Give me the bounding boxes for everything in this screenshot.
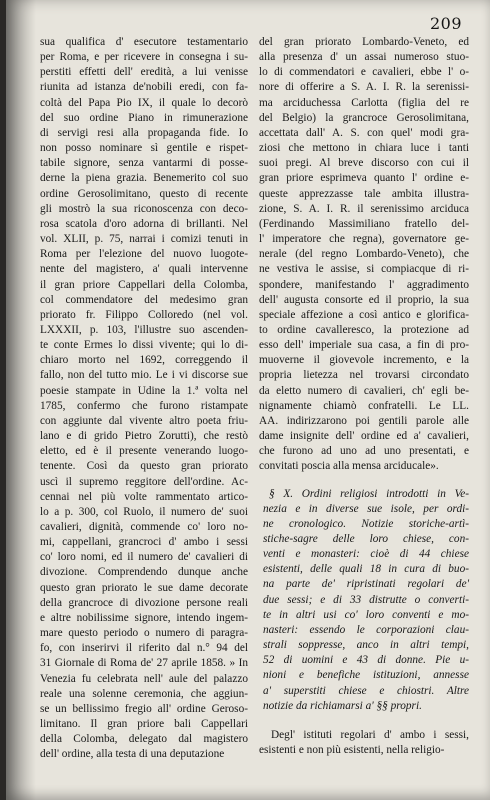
text-line: con aggiunte dal vivente altro poeta friu- (40, 414, 248, 427)
text-line: lo di commendatori e cavalieri, ebbe l' o- (259, 66, 469, 79)
text-line: stiche-sagre delle loro chiese, con- (263, 533, 469, 545)
text-line: cennai nel più volte rammentato artico- (40, 490, 248, 503)
text-line: venti e monasteri: cioè di 44 chiese (263, 548, 469, 561)
text-line: nasteri: essendo le corporazioni clau- (263, 623, 469, 636)
text-line: to ordine cavalleresco, la protezione ad (259, 323, 469, 336)
text-line: e altre nobilissime signore, intendo ingem- (40, 611, 248, 624)
page-number: 209 (429, 14, 462, 33)
text-line: queste apprezzasse tale ambita illustra- (259, 187, 469, 200)
text-line: che furono ad uno ad uno presentati, e (259, 445, 469, 458)
right-column-body (259, 35, 469, 475)
text-line: riunita ad istanza de'nobili eredi, con fa- (40, 81, 248, 94)
text-line: uscì il supremo reggitore dell'ordine. Ac- (40, 475, 248, 488)
text-line: spondere, manifestando l' aggradimento (259, 278, 469, 291)
section-x-heading (259, 487, 469, 714)
text-line: divozione. Comprendendo dunque anche (40, 566, 248, 579)
text-line: dell' ordine, alla testa di una deputazione (40, 748, 225, 761)
text-line: se un bellissimo fregio all' ordine Geroso- (40, 702, 248, 715)
text-line: rosa scatola d'oro adorna di brillanti. Nel (40, 217, 248, 230)
text-line: per Roma, e per ricevere in consegna i su- (40, 51, 248, 64)
text-line: (Ferdinando Massimiliano fratello del- (259, 217, 469, 230)
text-line: lano e di grido Pietro Zorutti), che restò (40, 430, 248, 443)
text-line: co' loro nomi, ed il numero de' cavalieri di (40, 551, 248, 564)
text-line: speciale affezione a così antico e glorifica- (259, 308, 469, 321)
text-line: perstiti effetti dell' eredità, a lui venisse (40, 66, 248, 79)
book-page (6, 0, 490, 800)
text-line: 1785, confermo che furono ristampate (40, 399, 248, 412)
text-line: strali soppresse, anco in altri tempi, (263, 639, 469, 652)
text-line: della Colomba, delegato dal magistero (40, 733, 248, 746)
text-line: chiaro morto nel 1692, correggendo il (40, 354, 248, 367)
text-line: ziosi che mettono in chiara luce i tanti (259, 142, 469, 155)
text-line: tenente. Così da questo gran priorato (40, 460, 248, 473)
text-line: il gran priore Cappellari della Colomba, (40, 278, 248, 291)
text-line: col commendatore del medesimo gran (40, 293, 248, 306)
left-column (40, 35, 248, 763)
text-line: dame insignite dell' ordine ed a' cavalieri, (259, 430, 469, 443)
text-line: priorato fr. Filippo Colloredo (nel vol. (40, 308, 248, 321)
text-line: poesie stampate in Udine la 1.ª volta nel (40, 384, 248, 397)
text-line: non posso nominare sì gentile e rispet- (40, 142, 248, 155)
text-line: sua qualifica d' esecutore testamentario (40, 36, 248, 48)
text-line: ordine Gerosolimitano, questo di recente (40, 187, 248, 200)
text-line: nerale (del regno Lombardo-Veneto), che (259, 248, 469, 261)
text-line: suoi pregi. Al breve discorso con cui il (259, 157, 469, 170)
text-line: nioni e benefiche istituzioni, annesse (263, 669, 469, 682)
text-line: Degl' istituti regolari d' ambo i sessi, (271, 728, 469, 741)
text-line: limitano. Il gran priore bali Cappellari (40, 718, 248, 731)
text-line: esso dell' imperiale sua casa, a fin di pro- (259, 339, 469, 352)
text-line: 52 di uomini e 43 di donne. Pie u- (263, 654, 469, 667)
text-line: LXXXII, p. 103, l'illustre suo ascenden- (40, 323, 248, 336)
text-line: nore di offerire a S. A. I. R. la serenissi- (259, 81, 469, 94)
text-line: esistenti e non più esistenti, nella religio- (259, 744, 445, 757)
text-line: na parte de' ripristinati regolari de' (263, 578, 469, 591)
text-line: AA. indirizzarono poi gentili parole alle (259, 414, 469, 427)
text-line: zione, S. A. I. R. il serenissimo arciduca (259, 202, 469, 215)
text-line: di servigi resi alla propaganda fide. Io (40, 126, 248, 139)
text-line: Venezia fu celebrata nell' aule del palazzo (40, 672, 248, 685)
text-line: nignamente chiamò confratelli. Le LL. (259, 399, 469, 412)
text-line: muoverne il giovevole incremento, e la (259, 354, 469, 367)
text-line: del gran priorato Lombardo-Veneto, ed (259, 36, 469, 48)
text-line: l' imperatore che regna), governatore ge- (259, 233, 469, 246)
text-line: lo a p. 300, col Ruolo, il numero de' suoi (40, 505, 248, 518)
text-line: esistenti, delle quali 18 in cura di buo- (263, 563, 469, 576)
text-line: ne vestiva le assise, si compiacque di ri- (259, 263, 469, 276)
text-line: nezia e in diverse sue isole, per ordi- (263, 502, 469, 515)
text-line: mare questo periodo o numero di paragra- (40, 627, 248, 640)
text-line: eletto, ed è il presente venerando luogo- (40, 445, 248, 458)
text-line: fo, con inserirvi il riferito dal n.° 94 del (40, 642, 248, 655)
text-line: del suo ordine Piano in rimunerazione (40, 111, 248, 124)
text-line: propria lietezza nel trovarsi circondato (259, 369, 469, 382)
text-line: te in altri usi co' loro conventi e mo- (263, 608, 469, 621)
text-line: Roma per l'elezione del nuovo luogote- (40, 248, 248, 261)
text-line: della grancroce di divozione persone reali (40, 596, 248, 609)
gutter-shadow (6, 0, 36, 800)
text-line: gran priore esprimeva quanto l' ordine e- (259, 172, 469, 185)
text-line: alla presenza d' un assai numeroso stuo- (259, 51, 469, 64)
text-line: ne cronologico. Notizie storiche-artì- (263, 517, 469, 530)
text-line: mi, cappellani, grancroci d' ambo i sessi (40, 536, 248, 549)
text-line: coltà del Papa Pio IX, il quale lo decorò (40, 96, 248, 109)
text-line: § X. Ordini religiosi introdotti in Ve- (269, 487, 469, 500)
right-column (259, 35, 469, 758)
text-line: derne la piena grazia. Benemerito col suo (40, 172, 248, 185)
text-line: reale una solenne ceremonia, che aggiun- (40, 687, 248, 700)
text-line: a' superstiti chiese e chiostri. Altre (263, 684, 469, 697)
text-line: gli mostrò la sua riconoscenza con deco- (40, 202, 248, 215)
text-line: notizie da richiamarsi a' §§ propri. (263, 699, 422, 712)
section-x-body (259, 728, 469, 758)
text-line: questo gran priorato le sue dame decorate (40, 581, 248, 594)
text-line: te conte Ermes lo dissi vivente; qui lo di- (40, 339, 248, 352)
text-line: 31 Giornale di Roma de' 27 aprile 1858. » In (40, 657, 248, 670)
text-line: nente del magistero, a' quali intervenne (40, 263, 248, 276)
text-line: fallo, non del tutto mio. Le i vi discorse sue (40, 369, 248, 382)
text-line: cavalieri, dignità, commende co' loro no- (40, 521, 248, 533)
text-line: accettata dall' A. S. con quel' modi gra- (259, 126, 469, 139)
text-line: dell' augusta consorte ed il proprio, la sua (259, 293, 469, 306)
text-line: ma arciduchessa Carlotta (figlia del re (259, 96, 469, 109)
text-line: tabile signore, senza vantarmi di posse- (40, 157, 248, 170)
text-line: da eletto numero di cavalieri, ch' egli be- (259, 384, 469, 397)
text-line: del Belgio) la grancroce Gerosolimitana, (259, 111, 469, 124)
text-line: due sessi; e di 33 distrutte o converti- (263, 593, 469, 606)
text-line: vol. XLII, p. 75, narrai i comizi tenuti in (40, 233, 248, 246)
text-line: convitati poscia alla mensa arciducale». (259, 460, 439, 473)
